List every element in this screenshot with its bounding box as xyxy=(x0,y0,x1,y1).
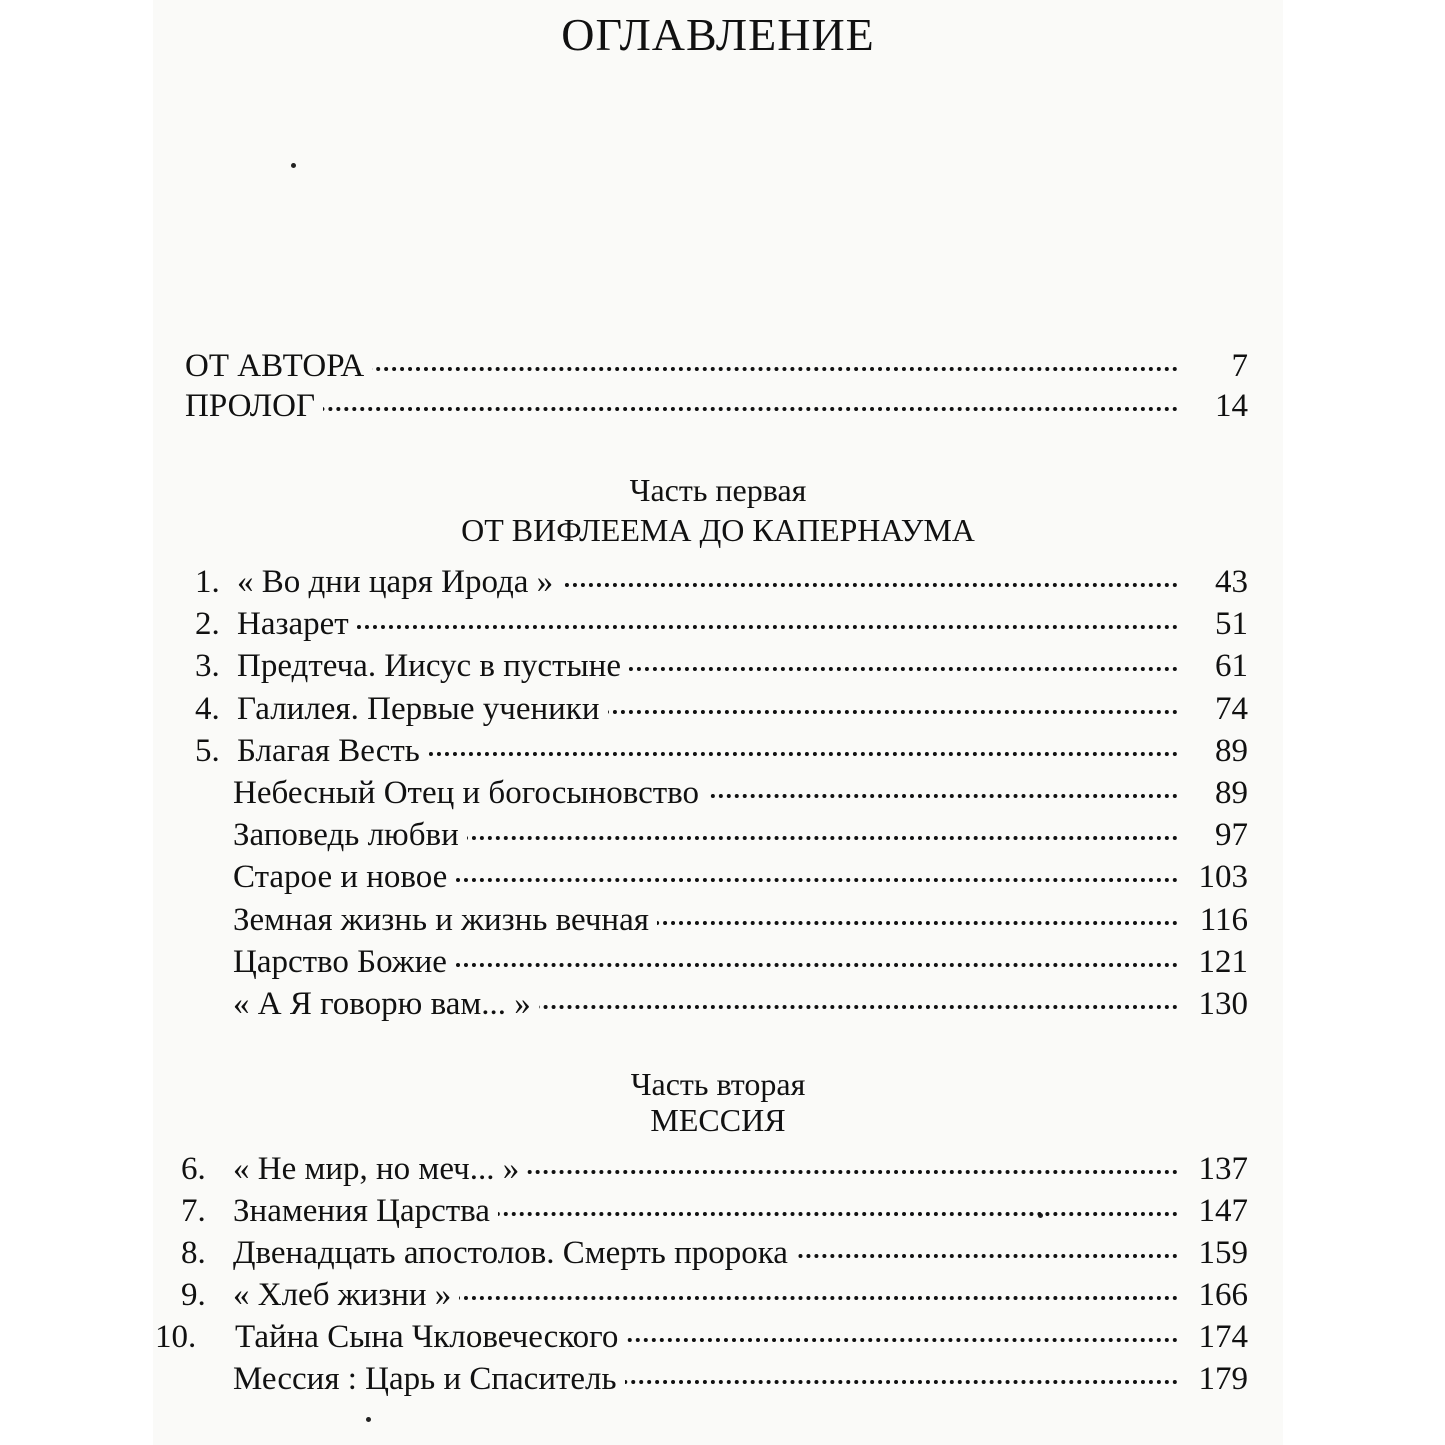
toc-entry-title: Заповедь любви xyxy=(233,814,467,856)
toc-entry-title: Небесный Отец и богосыновство xyxy=(233,772,707,814)
dot-leader xyxy=(185,407,1178,411)
toc-entry-page: 166 xyxy=(1193,1274,1249,1316)
toc-entry-number: 6. xyxy=(181,1151,206,1187)
toc-entry-page: 89 xyxy=(1209,730,1248,772)
part-label: Часть вторая xyxy=(630,1066,806,1102)
toc-entry-title: Двенадцать апостолов. Смерть пророка xyxy=(233,1232,796,1274)
print-speck xyxy=(366,1417,371,1422)
part-title: ОТ ВИФЛЕЕМА ДО КАПЕРНАУМА xyxy=(461,512,975,548)
toc-entry-title: Галилея. Первые ученики xyxy=(237,688,608,730)
toc-entry xyxy=(193,814,1248,856)
toc-entry xyxy=(193,983,1248,1025)
toc-entry-title: Тайна Сына Чкловеческого xyxy=(235,1316,626,1358)
toc-entry-page: 159 xyxy=(1193,1232,1249,1274)
toc-entry-title: Царство Божие xyxy=(233,941,455,983)
print-speck xyxy=(291,163,296,168)
toc-entry-page: 147 xyxy=(1193,1190,1249,1232)
toc-entry xyxy=(193,772,1248,814)
toc-entry xyxy=(193,856,1248,898)
toc-entry-page: 7 xyxy=(1226,345,1249,387)
toc-entry-title: ПРОЛОГ xyxy=(185,385,323,427)
toc-entry xyxy=(153,1316,1248,1358)
toc-entry xyxy=(193,561,1248,603)
toc-entry-page: 116 xyxy=(1194,899,1248,941)
toc-entry xyxy=(193,730,1248,772)
toc-entry-title: « Хлеб жизни » xyxy=(233,1274,459,1316)
toc-entry xyxy=(185,345,1248,387)
toc-entry-number: 5. xyxy=(195,732,220,769)
toc-entry-title: « А Я говорю вам... » xyxy=(233,983,539,1025)
toc-entry-title: Мессия : Царь и Спаситель xyxy=(233,1358,625,1400)
page-title: ОГЛАВЛЕНИЕ xyxy=(561,9,875,60)
toc-entry-title: Земная жизнь и жизнь вечная xyxy=(233,899,657,941)
toc-entry-title: Старое и новое xyxy=(233,856,455,898)
toc-entry-page: 121 xyxy=(1193,941,1249,983)
part-title: МЕССИЯ xyxy=(650,1102,786,1138)
toc-entry-number: 10. xyxy=(155,1319,197,1355)
toc-entry-page: 74 xyxy=(1209,688,1248,730)
toc-entry-title: Знамения Царства xyxy=(233,1190,498,1232)
toc-entry-number: 4. xyxy=(195,690,220,727)
toc-entry-page: 137 xyxy=(1193,1148,1249,1190)
toc-entry-page: 51 xyxy=(1209,603,1248,645)
toc-entry-title: « Во дни царя Ирода » xyxy=(237,561,561,603)
book-page xyxy=(153,0,1283,1445)
toc-entry-number: 1. xyxy=(195,564,220,600)
toc-entry xyxy=(185,385,1248,427)
toc-entry-title: « Не мир, но меч... » xyxy=(233,1148,527,1190)
toc-entry xyxy=(153,1148,1248,1190)
toc-entry-number: 2. xyxy=(195,606,220,643)
toc-entry xyxy=(153,1190,1248,1232)
toc-entry-title: Благая Весть xyxy=(237,730,428,772)
toc-entry-page: 103 xyxy=(1193,856,1249,898)
toc-entry-number: 8. xyxy=(181,1235,206,1271)
dot-leader xyxy=(237,625,1178,629)
toc-entry xyxy=(153,1358,1248,1400)
toc-entry xyxy=(193,645,1248,687)
part-label: Часть первая xyxy=(629,472,807,508)
toc-entry xyxy=(193,899,1248,941)
toc-entry-page: 89 xyxy=(1209,772,1248,814)
toc-entry-number: 3. xyxy=(195,648,220,685)
toc-entry xyxy=(193,688,1248,730)
toc-entry-page: 61 xyxy=(1209,645,1248,687)
toc-entry xyxy=(193,603,1248,645)
toc-entry-number: 7. xyxy=(181,1193,206,1229)
toc-entry-title: Назарет xyxy=(237,603,357,645)
toc-entry-number: 9. xyxy=(181,1277,206,1313)
toc-entry-page: 97 xyxy=(1209,814,1248,856)
toc-entry-title: ОТ АВТОРА xyxy=(185,345,372,387)
toc-entry xyxy=(153,1232,1248,1274)
toc-entry-page: 179 xyxy=(1193,1358,1249,1400)
toc-entry xyxy=(153,1274,1248,1316)
toc-entry-page: 174 xyxy=(1193,1316,1249,1358)
toc-entry-page: 130 xyxy=(1193,983,1249,1025)
toc-entry-page: 14 xyxy=(1209,385,1248,427)
toc-entry xyxy=(193,941,1248,983)
toc-entry-title: Предтеча. Иисус в пустыне xyxy=(237,645,629,687)
toc-entry-page: 43 xyxy=(1209,561,1248,603)
